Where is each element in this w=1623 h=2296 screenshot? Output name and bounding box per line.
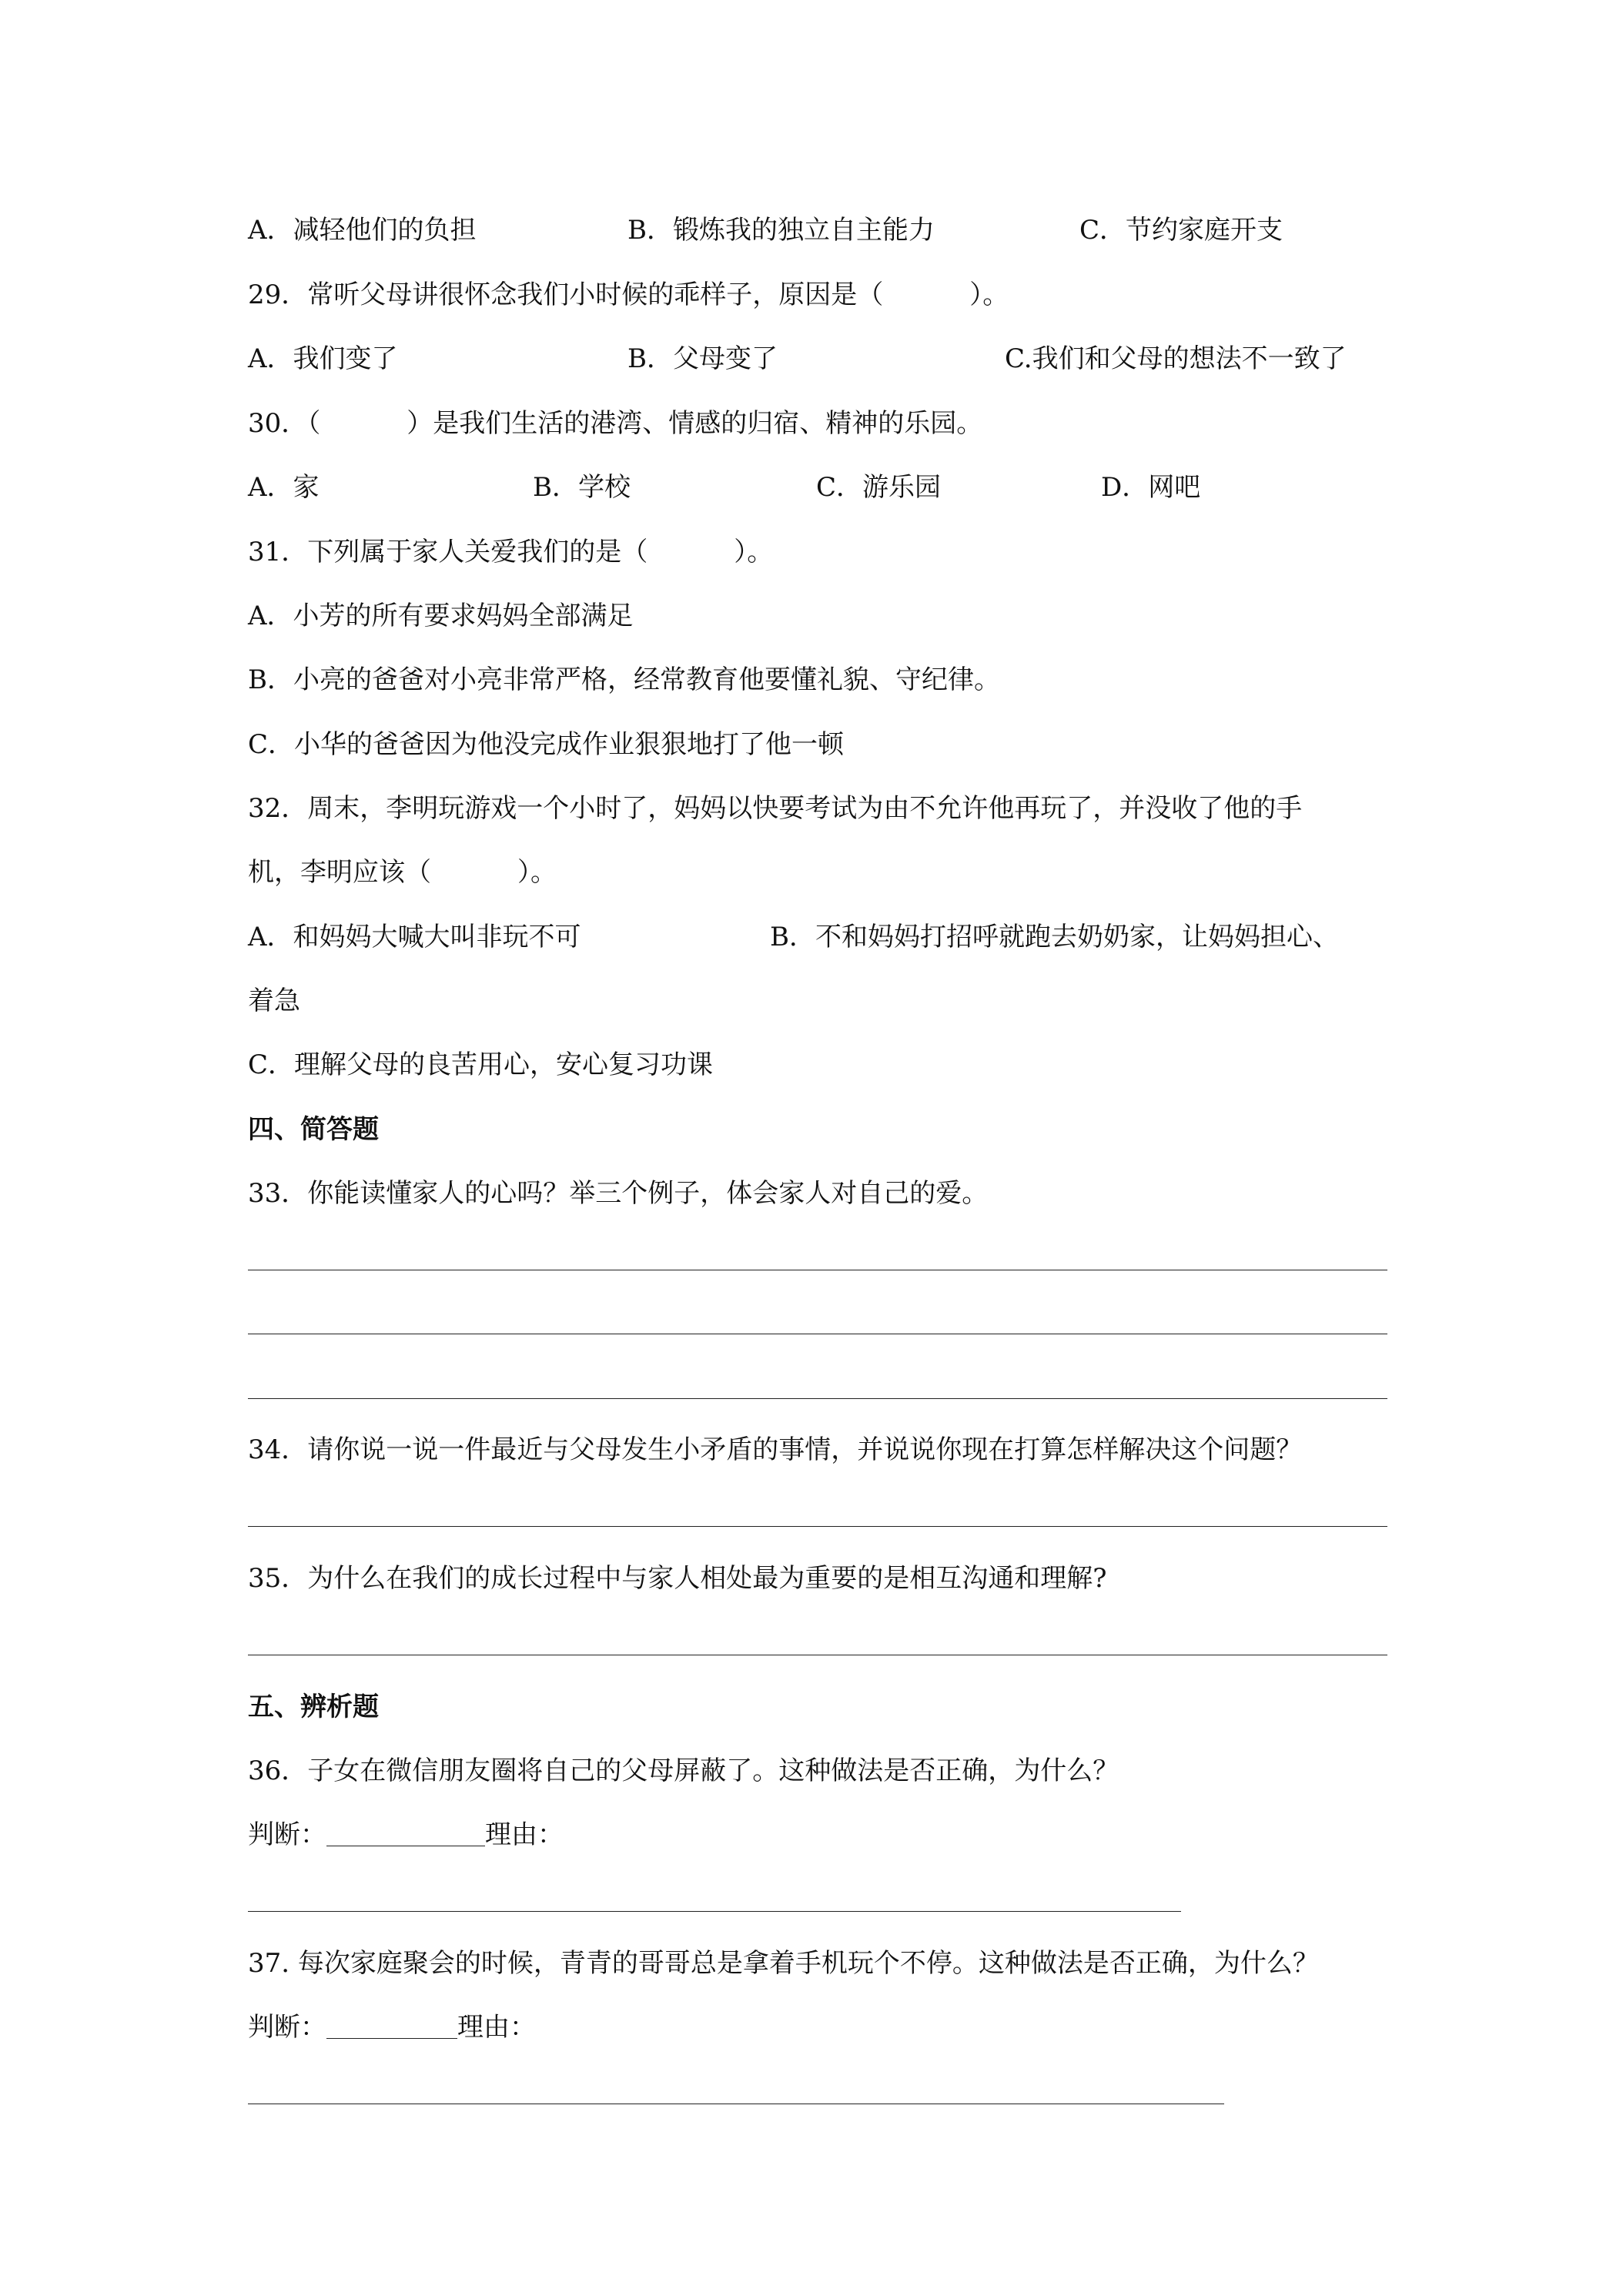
q32-option-c: C．理解父母的良苦用心，安心复习功课 — [248, 1049, 714, 1080]
q36-stem: 36．子女在微信朋友圈将自己的父母屏蔽了。这种做法是否正确，为什么？ — [248, 1755, 1119, 1786]
q29-option-c: C.我们和父母的想法不一致了 — [1005, 343, 1347, 374]
q32-stem-line1: 32．周末，李明玩游戏一个小时了，妈妈以快要考试为由不允许他再玩了，并没收了他的手 — [248, 793, 1303, 824]
q31-option-c: C．小华的爸爸因为他没完成作业狠狠地打了他一顿 — [248, 729, 845, 760]
q31-option-a: A．小芳的所有要求妈妈全部满足 — [248, 601, 634, 631]
q30-option-b: B．学校 — [533, 472, 631, 503]
q37-judge-row — [248, 2012, 536, 2043]
reason-label: 理由： — [457, 2012, 536, 2043]
answer-line — [248, 1398, 1387, 1399]
q32-option-b: B．不和妈妈打招呼就跑去奶奶家，让妈妈担心、 — [770, 922, 1339, 952]
q28-option-b: B．锻炼我的独立自主能力 — [627, 215, 935, 246]
q31-option-b: B．小亮的爸爸对小亮非常严格，经常教育他要懂礼貌、守纪律。 — [248, 664, 1000, 695]
q31-stem — [248, 539, 773, 565]
q29-option-a: A．我们变了 — [248, 343, 398, 374]
judge-label: 判断： — [248, 1819, 326, 1850]
q31-stem-end: ）。 — [734, 537, 774, 567]
q29-option-b: B．父母变了 — [627, 343, 778, 374]
reason-label: 理由： — [485, 1819, 564, 1850]
q29-stem — [248, 279, 1009, 310]
q30-option-d: D．网吧 — [1101, 472, 1201, 503]
q31-stem-text: 31．下列属于家人关爱我们的是（ — [248, 537, 648, 567]
q34-stem: 34．请你说一说一件最近与父母发生小矛盾的事情，并说说你现在打算怎样解决这个问题？ — [248, 1434, 1303, 1465]
reason-answer-line — [248, 1911, 1181, 1912]
answer-line — [248, 1526, 1387, 1527]
q29-stem-text: 29．常听父母讲很怀念我们小时候的乖样子，原因是（ — [248, 279, 884, 310]
q35-stem: 35．为什么在我们的成长过程中与家人相处最为重要的是相互沟通和理解? — [248, 1563, 1107, 1594]
q32-stem-line2 — [248, 857, 557, 888]
q29-stem-end: ）。 — [969, 279, 1009, 310]
q30-stem-end: ）是我们生活的港湾、情感的归宿、精神的乐园。 — [407, 408, 983, 439]
q28-option-a: A．减轻他们的负担 — [248, 215, 477, 246]
section-title-short-answer: 四、简答题 — [248, 1114, 379, 1145]
judge-blank — [326, 1822, 485, 1846]
q37-stem: 37. 每次家庭聚会的时候，青青的哥哥总是拿着手机玩个不停。这种做法是否正确，为什么？ — [248, 1948, 1319, 1979]
q30-stem-text: 30．（ — [248, 408, 321, 439]
section-title-analysis: 五、辨析题 — [248, 1692, 379, 1722]
judge-label: 判断： — [248, 2012, 326, 2043]
q30-stem — [248, 410, 982, 437]
q30-option-a: A．家 — [248, 472, 320, 503]
q32-stem-text: 机，李明应该（ — [248, 857, 431, 888]
q32-stem-end: ）。 — [517, 857, 557, 888]
q30-option-c: C．游乐园 — [816, 472, 942, 503]
q32-option-b-continued: 着急 — [248, 986, 300, 1016]
q36-judge-row — [248, 1819, 564, 1850]
q33-stem: 33．你能读懂家人的心吗？举三个例子，体会家人对自己的爱。 — [248, 1178, 989, 1209]
q32-option-a: A．和妈妈大喊大叫非玩不可 — [248, 922, 581, 952]
judge-blank — [326, 2015, 457, 2039]
q28-option-c: C．节约家庭开支 — [1079, 215, 1283, 246]
